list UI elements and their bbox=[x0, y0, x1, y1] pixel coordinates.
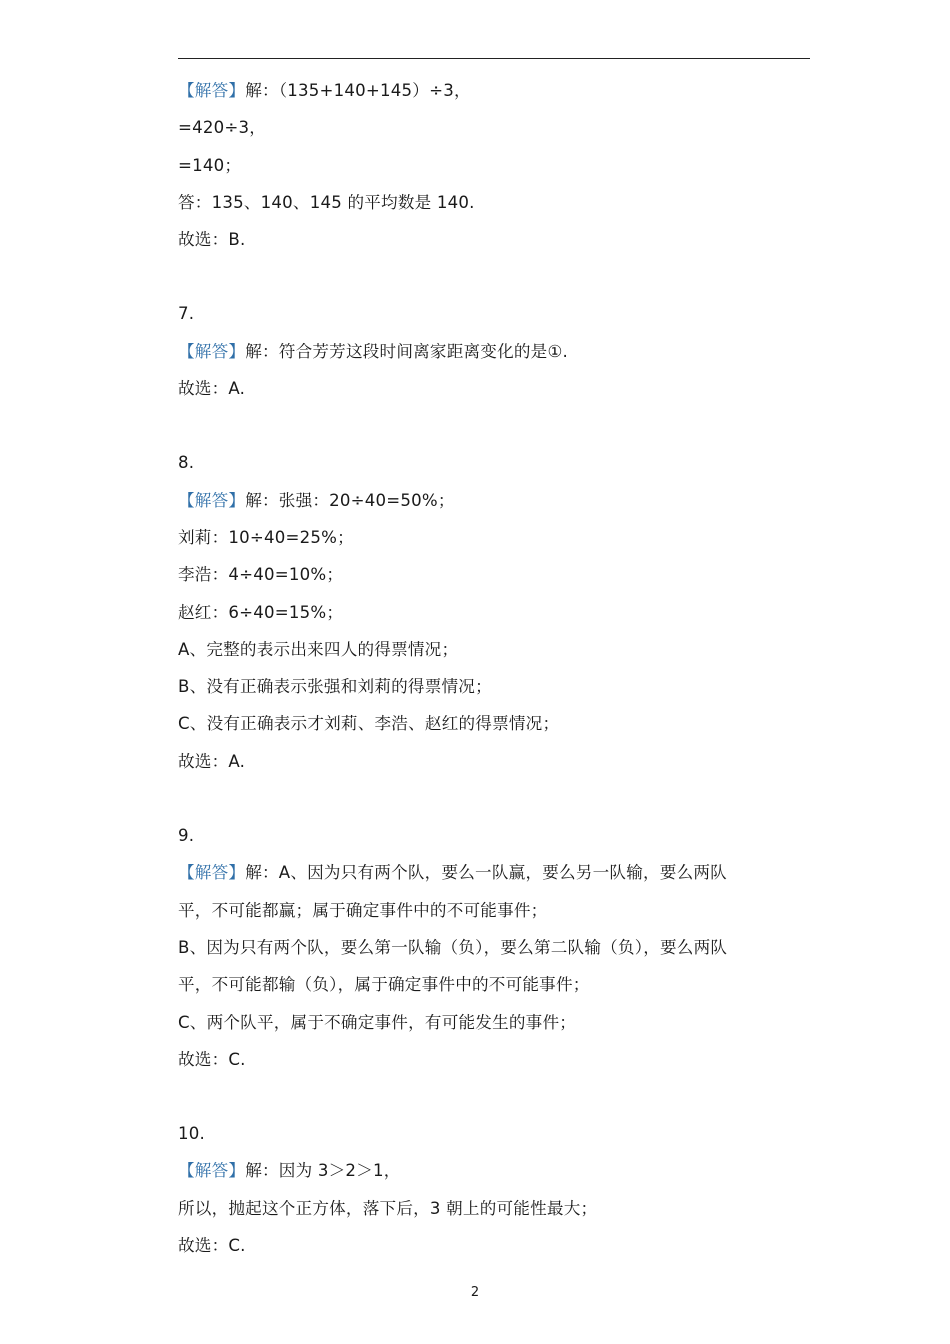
answer-block-10 bbox=[178, 1115, 818, 1264]
answer-line: =420÷3， bbox=[178, 118, 267, 138]
answer-line: 平，不可能都输（负），属于确定事件中的不可能事件； bbox=[178, 975, 590, 995]
answer-block-8 bbox=[178, 444, 818, 780]
answer-block-9 bbox=[178, 817, 818, 1078]
answer-content bbox=[178, 72, 818, 1264]
answer-line: 平，不可能都赢；属于确定事件中的不可能事件； bbox=[178, 900, 548, 920]
page-number: 2 bbox=[470, 1285, 480, 1300]
answer-line: 赵红：6÷40=15%； bbox=[178, 602, 344, 622]
answer-text: 解：因为 3＞2＞1， bbox=[245, 1161, 401, 1181]
answer-tag: 【解答】 bbox=[178, 1161, 246, 1181]
answer-text: 解：A、因为只有两个队，要么一队赢，要么另一队输，要么两队 bbox=[245, 863, 727, 883]
answer-line: 刘莉：10÷40=25%； bbox=[178, 527, 354, 547]
answer-tag: 【解答】 bbox=[178, 863, 246, 883]
answer-tag: 【解答】 bbox=[178, 81, 246, 100]
answer-tag: 【解答】 bbox=[178, 341, 246, 361]
answer-line bbox=[178, 333, 818, 370]
answer-line bbox=[178, 854, 818, 891]
answer-text: 解：（135+140+145）÷3， bbox=[245, 81, 471, 100]
question-number: 8. bbox=[178, 453, 195, 473]
answer-line bbox=[178, 482, 818, 519]
answer-choice: 故选：A. bbox=[178, 751, 246, 771]
answer-text: 解：符合芳芳这段时间离家距离变化的是①. bbox=[245, 341, 569, 361]
question-number: 10. bbox=[178, 1124, 205, 1144]
answer-text: 解：张强：20÷40=50%； bbox=[245, 490, 455, 510]
question-number: 7. bbox=[178, 304, 195, 324]
answer-line bbox=[178, 1152, 818, 1189]
answer-line: B、因为只有两个队，要么第一队输（负），要么第二队输（负），要么两队 bbox=[178, 937, 728, 957]
answer-line: C、没有正确表示才刘莉、李浩、赵红的得票情况； bbox=[178, 714, 560, 734]
answer-line: 所以，抛起这个正方体，落下后，3 朝上的可能性最大； bbox=[178, 1198, 598, 1218]
answer-tag: 【解答】 bbox=[178, 490, 246, 510]
answer-line: A、完整的表示出来四人的得票情况； bbox=[178, 639, 459, 659]
answer-choice: 故选：A. bbox=[178, 379, 246, 399]
answer-line: C、两个队平，属于不确定事件，有可能发生的事件； bbox=[178, 1012, 577, 1032]
answer-choice: 故选：C. bbox=[178, 1049, 246, 1069]
answer-line: B、没有正确表示张强和刘莉的得票情况； bbox=[178, 677, 492, 697]
header-rule bbox=[178, 58, 810, 59]
answer-block-7 bbox=[178, 295, 818, 407]
answer-line: =140； bbox=[178, 155, 242, 175]
answer-choice: 故选：B. bbox=[178, 230, 246, 250]
answer-line: 李浩：4÷40=10%； bbox=[178, 565, 344, 585]
answer-choice: 故选：C. bbox=[178, 1236, 246, 1256]
answer-block-6 bbox=[178, 72, 818, 258]
answer-line bbox=[178, 72, 818, 109]
question-number: 9. bbox=[178, 826, 195, 846]
answer-line: 答：135、140、145 的平均数是 140. bbox=[178, 192, 475, 212]
